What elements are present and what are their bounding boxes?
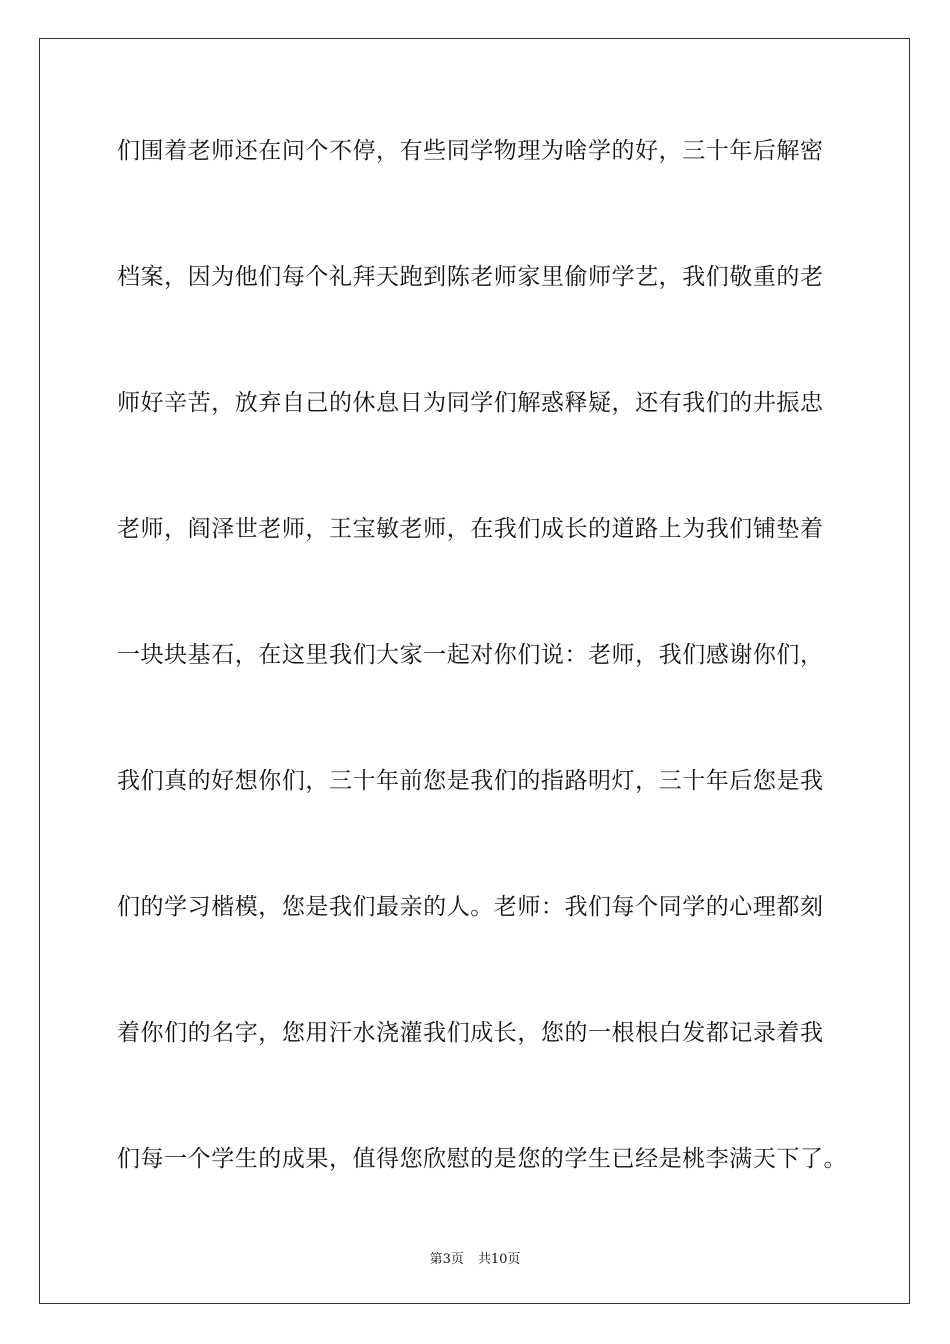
total-pages: 共10页 — [477, 1252, 521, 1267]
text-line: 我们真的好想你们，三十年前您是我们的指路明灯，三十年后您是我 — [117, 768, 824, 794]
text-line: 老师，阎泽世老师，王宝敏老师，在我们成长的道路上为我们铺垫着 — [117, 516, 824, 542]
page-footer — [0, 1248, 950, 1267]
text-line: 师好辛苦，放弃自己的休息日为同学们解惑释疑，还有我们的井振忠 — [117, 390, 824, 416]
text-line: 档案，因为他们每个礼拜天跑到陈老师家里偷师学艺，我们敬重的老 — [117, 264, 824, 290]
page-number: 第3页 — [429, 1252, 464, 1267]
text-line: 们围着老师还在问个不停，有些同学物理为啥学的好，三十年后解密 — [117, 138, 824, 164]
text-line: 们的学习楷模，您是我们最亲的人。老师：我们每个同学的心理都刻 — [117, 894, 824, 920]
text-line: 们每一个学生的成果，值得您欣慰的是您的学生已经是桃李满天下了。 — [117, 1146, 848, 1172]
text-line: 着你们的名字，您用汗水浇灌我们成长，您的一根根白发都记录着我 — [117, 1020, 824, 1046]
body-text — [117, 122, 848, 1256]
text-line: 一块块基石，在这里我们大家一起对你们说：老师，我们感谢你们， — [117, 642, 824, 668]
